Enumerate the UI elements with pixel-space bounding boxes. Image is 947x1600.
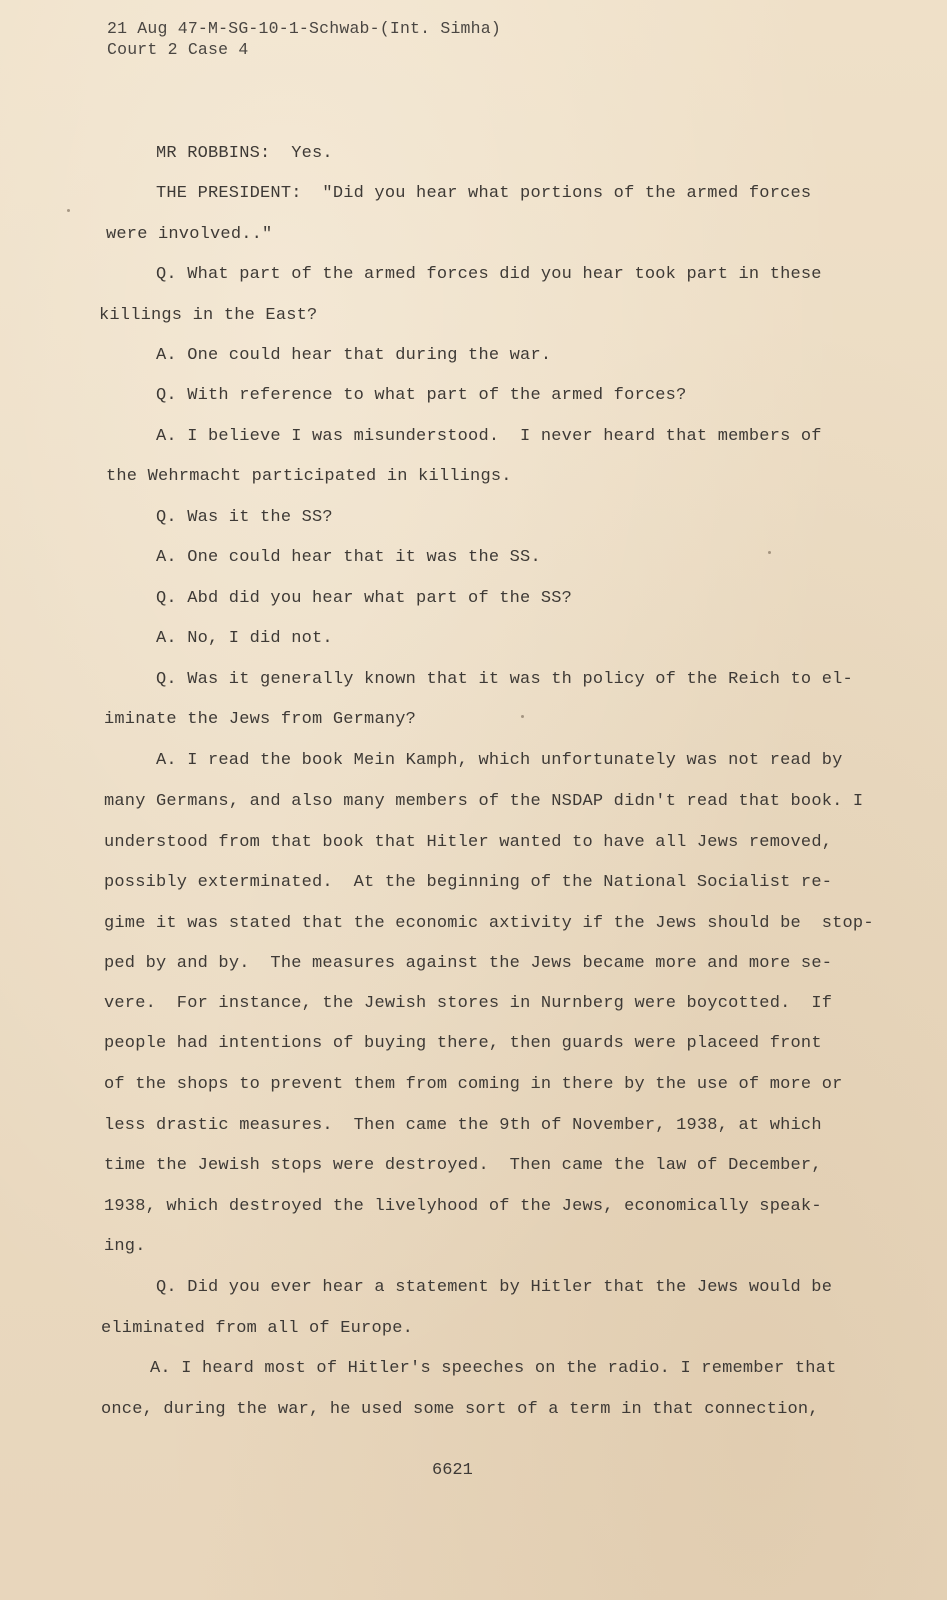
transcript-line: understood from that book that Hitler wanted to have all Jews removed, [104, 833, 833, 852]
transcript-line: A. I read the book Mein Kamph, which unfortunately was not read by [156, 751, 843, 770]
transcript-line: ped by and by. The measures against the Jews became more and more se- [104, 954, 833, 973]
header-line-1: 21 Aug 47-M-SG-10-1-Schwab-(Int. Simha) [107, 19, 501, 38]
transcript-line: were involved.." [106, 225, 273, 244]
transcript-line: Q. What part of the armed forces did you hear took part in these [156, 265, 822, 284]
transcript-line: Q. Was it the SS? [156, 508, 333, 527]
transcript-line: less drastic measures. Then came the 9th of November, 1938, at which [104, 1116, 822, 1135]
transcript-line: Q. Did you ever hear a statement by Hitler that the Jews would be [156, 1278, 833, 1297]
transcript-line: possibly exterminated. At the beginning of the National Socialist re- [104, 873, 833, 892]
transcript-line: many Germans, and also many members of the NSDAP didn't read that book. I [104, 792, 864, 811]
transcript-line: the Wehrmacht participated in killings. [106, 467, 512, 486]
paper-speck [521, 715, 524, 718]
transcript-line: A. I heard most of Hitler's speeches on the radio. I remember that [150, 1359, 837, 1378]
transcript-line: Q. With reference to what part of the armed forces? [156, 386, 687, 405]
transcript-line: vere. For instance, the Jewish stores in Nurnberg were boycotted. If [104, 994, 833, 1013]
page-number: 6621 [432, 1461, 473, 1480]
transcript-line: ing. [104, 1237, 146, 1256]
transcript-line: A. I believe I was misunderstood. I never heard that members of [156, 427, 822, 446]
header-line-2: Court 2 Case 4 [107, 40, 249, 59]
transcript-line: gime it was stated that the economic axtivity if the Jews should be stop- [104, 914, 874, 933]
transcript-line: killings in the East? [99, 306, 318, 325]
transcript-line: Q. Abd did you hear what part of the SS? [156, 589, 573, 608]
paper-speck [768, 551, 771, 554]
transcript-line: Q. Was it generally known that it was th policy of the Reich to el- [156, 670, 853, 689]
transcript-line: A. No, I did not. [156, 629, 333, 648]
transcript-line: THE PRESIDENT: "Did you hear what portions of the armed forces [156, 184, 812, 203]
transcript-line: 1938, which destroyed the livelyhood of the Jews, economically speak- [104, 1197, 822, 1216]
paper-speck [67, 209, 70, 212]
transcript-line: A. One could hear that during the war. [156, 346, 552, 365]
transcript-line: eliminated from all of Europe. [101, 1319, 414, 1338]
transcript-line: time the Jewish stops were destroyed. Then came the law of December, [104, 1156, 822, 1175]
transcript-line: of the shops to prevent them from coming in there by the use of more or [104, 1075, 843, 1094]
transcript-line: iminate the Jews from Germany? [104, 710, 417, 729]
transcript-line: A. One could hear that it was the SS. [156, 548, 541, 567]
transcript-line: once, during the war, he used some sort of a term in that connection, [101, 1400, 819, 1419]
transcript-line: MR ROBBINS: Yes. [156, 144, 333, 163]
transcript-line: people had intentions of buying there, then guards were placeed front [104, 1034, 822, 1053]
